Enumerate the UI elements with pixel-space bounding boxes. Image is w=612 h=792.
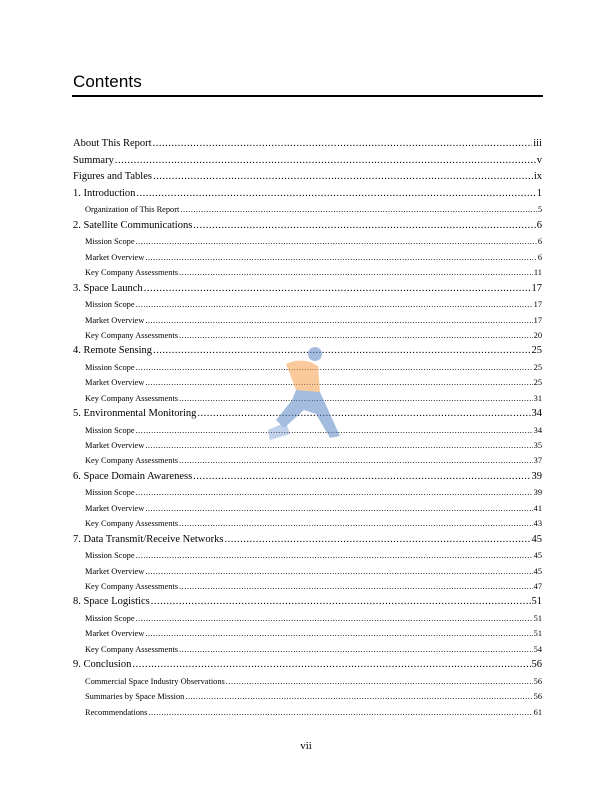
dot-leader bbox=[185, 689, 532, 704]
dot-leader bbox=[132, 657, 530, 674]
toc-entry-title: 4. Remote Sensing bbox=[73, 345, 153, 357]
toc-entry-title: Key Company Assessments bbox=[85, 456, 179, 466]
dot-leader bbox=[136, 611, 533, 626]
toc-subsection-entry[interactable] bbox=[73, 611, 542, 626]
toc-subsection-entry[interactable] bbox=[73, 453, 542, 468]
dot-leader bbox=[144, 281, 531, 298]
toc-entry-page: 61 bbox=[533, 707, 542, 717]
dot-leader bbox=[153, 169, 533, 186]
toc-entry-page: 1 bbox=[536, 187, 542, 199]
toc-entry-page: 25 bbox=[533, 362, 542, 372]
toc-section-entry[interactable] bbox=[73, 532, 542, 549]
toc-entry-page: 25 bbox=[533, 378, 542, 388]
toc-subsection-entry[interactable] bbox=[73, 689, 542, 704]
toc-entry-page: 45 bbox=[533, 566, 542, 576]
toc-entry-page: 6 bbox=[536, 219, 542, 231]
toc-subsection-entry[interactable] bbox=[73, 705, 542, 720]
toc-subsection-entry[interactable] bbox=[73, 313, 542, 328]
toc-section-entry[interactable] bbox=[73, 657, 542, 674]
toc-section-entry[interactable] bbox=[73, 136, 542, 153]
toc-entry-page: 34 bbox=[533, 425, 542, 435]
toc-entry-page: 25 bbox=[531, 345, 542, 357]
toc-entry-page: 37 bbox=[533, 456, 542, 466]
toc-entry-page: 56 bbox=[533, 692, 542, 702]
toc-entry-title: About This Report bbox=[73, 138, 152, 149]
toc-entry-title: 7. Data Transmit/Receive Networks bbox=[73, 533, 224, 545]
toc-entry-title: Commercial Space Industry Observations bbox=[85, 676, 225, 686]
toc-subsection-entry[interactable] bbox=[73, 548, 542, 563]
toc-entry-title: Market Overview bbox=[85, 503, 145, 513]
toc-section-entry[interactable] bbox=[73, 218, 542, 235]
toc-entry-page: ix bbox=[533, 171, 542, 183]
dot-leader bbox=[145, 564, 532, 579]
toc-entry-page: 51 bbox=[533, 613, 542, 623]
toc-entry-page: 6 bbox=[537, 252, 542, 262]
toc-entry-page: 20 bbox=[533, 330, 542, 340]
toc-subsection-entry[interactable] bbox=[73, 485, 542, 500]
toc-entry-page: 6 bbox=[537, 237, 542, 247]
toc-subsection-entry[interactable] bbox=[73, 202, 542, 217]
toc-entry-title: 9. Conclusion bbox=[73, 659, 132, 671]
runner-watermark-icon bbox=[258, 344, 348, 444]
dot-leader bbox=[153, 136, 533, 153]
dot-leader bbox=[193, 218, 535, 235]
toc-section-entry[interactable] bbox=[73, 153, 542, 170]
toc-entry-page: 45 bbox=[533, 551, 542, 561]
toc-section-entry[interactable] bbox=[73, 281, 542, 298]
toc-entry-page: 51 bbox=[531, 596, 542, 608]
toc-entry-title: Organization of This Report bbox=[85, 205, 180, 215]
dot-leader bbox=[136, 234, 537, 249]
toc-subsection-entry[interactable] bbox=[73, 265, 542, 280]
toc-entry-page: 43 bbox=[533, 519, 542, 529]
toc-section-entry[interactable] bbox=[73, 169, 542, 186]
dot-leader bbox=[193, 469, 530, 486]
page-number: vii bbox=[300, 740, 312, 752]
toc-entry-page: v bbox=[536, 154, 542, 166]
toc-section-entry[interactable] bbox=[73, 594, 542, 611]
toc-section-entry[interactable] bbox=[73, 186, 542, 203]
dot-leader bbox=[224, 532, 530, 549]
toc-entry-title: Key Company Assessments bbox=[85, 644, 179, 654]
dot-leader bbox=[151, 594, 531, 611]
toc-entry-title: Market Overview bbox=[85, 315, 145, 325]
dot-leader bbox=[179, 391, 533, 406]
toc-entry-page: 11 bbox=[533, 268, 542, 278]
toc-entry-page: 17 bbox=[533, 315, 542, 325]
dot-leader bbox=[145, 250, 537, 265]
toc-entry-title: Mission Scope bbox=[85, 300, 135, 310]
toc-entry-title: 5. Environmental Monitoring bbox=[73, 408, 197, 420]
toc-entry-title: 3. Space Launch bbox=[73, 282, 143, 294]
toc-entry-title: 6. Space Domain Awareness bbox=[73, 470, 193, 482]
toc-entry-title: Key Company Assessments bbox=[85, 393, 179, 403]
toc-entry-title: Key Company Assessments bbox=[85, 330, 179, 340]
dot-leader bbox=[197, 406, 530, 423]
toc-entry-page: 56 bbox=[531, 659, 542, 671]
toc-subsection-entry[interactable] bbox=[73, 564, 542, 579]
dot-leader bbox=[145, 313, 532, 328]
toc-entry-page: iii bbox=[533, 138, 542, 149]
toc-entry-title: Key Company Assessments bbox=[85, 519, 179, 529]
toc-entry-title: Mission Scope bbox=[85, 551, 135, 561]
dot-leader bbox=[148, 705, 532, 720]
toc-entry-title: Summary bbox=[73, 154, 114, 166]
toc-entry-title: Figures and Tables bbox=[73, 171, 152, 183]
toc-entry-page: 5 bbox=[537, 205, 542, 215]
toc-entry-title: Market Overview bbox=[85, 378, 145, 388]
toc-entry-title: Mission Scope bbox=[85, 613, 135, 623]
dot-leader bbox=[145, 501, 532, 516]
dot-leader bbox=[179, 328, 533, 343]
heading-rule bbox=[72, 95, 543, 97]
dot-leader bbox=[180, 202, 536, 217]
toc-entry-page: 35 bbox=[533, 441, 542, 451]
toc-entry-title: Mission Scope bbox=[85, 488, 135, 498]
toc-subsection-entry[interactable] bbox=[73, 250, 542, 265]
toc-entry-title: Key Company Assessments bbox=[85, 581, 179, 591]
dot-leader bbox=[179, 265, 533, 280]
toc-entry-title: Mission Scope bbox=[85, 362, 135, 372]
dot-leader bbox=[226, 674, 533, 689]
dot-leader bbox=[179, 579, 533, 594]
toc-entry-page: 39 bbox=[531, 470, 542, 482]
toc-entry-page: 31 bbox=[533, 393, 542, 403]
dot-leader bbox=[136, 297, 533, 312]
toc-subsection-entry[interactable] bbox=[73, 642, 542, 657]
toc-entry-title: Mission Scope bbox=[85, 425, 135, 435]
toc-entry-page: 51 bbox=[533, 629, 542, 639]
toc-entry-title: Market Overview bbox=[85, 629, 145, 639]
toc-subsection-entry[interactable] bbox=[73, 501, 542, 516]
dot-leader bbox=[115, 153, 536, 170]
toc-entry-title: Market Overview bbox=[85, 441, 145, 451]
toc-entry-page: 34 bbox=[531, 408, 542, 420]
dot-leader bbox=[136, 186, 535, 203]
dot-leader bbox=[136, 485, 533, 500]
toc-entry-title: Recommendations bbox=[85, 707, 148, 717]
toc-subsection-entry[interactable] bbox=[73, 516, 542, 531]
dot-leader bbox=[136, 548, 533, 563]
toc-entry-page: 54 bbox=[533, 644, 542, 654]
toc-entry-title: Summaries by Space Mission bbox=[85, 692, 185, 702]
toc-subsection-entry[interactable] bbox=[73, 297, 542, 312]
toc-subsection-entry[interactable] bbox=[73, 234, 542, 249]
toc-entry-page: 39 bbox=[533, 488, 542, 498]
dot-leader bbox=[179, 642, 533, 657]
toc-entry-page: 17 bbox=[533, 300, 542, 310]
toc-entry-page: 17 bbox=[531, 282, 542, 294]
toc-subsection-entry[interactable] bbox=[73, 328, 542, 343]
toc-section-entry[interactable] bbox=[73, 469, 542, 486]
toc-entry-title: Market Overview bbox=[85, 252, 145, 262]
toc-subsection-entry[interactable] bbox=[73, 579, 542, 594]
toc-entry-page: 47 bbox=[533, 581, 542, 591]
toc-entry-page: 41 bbox=[533, 503, 542, 513]
toc-entry-title: 2. Satellite Communications bbox=[73, 219, 193, 231]
toc-subsection-entry[interactable] bbox=[73, 626, 542, 641]
page-title: Contents bbox=[73, 72, 142, 91]
toc-subsection-entry[interactable] bbox=[73, 674, 542, 689]
toc-entry-page: 56 bbox=[533, 676, 542, 686]
dot-leader bbox=[179, 453, 533, 468]
dot-leader bbox=[145, 626, 532, 641]
toc-entry-title: 8. Space Logistics bbox=[73, 596, 150, 608]
toc-entry-title: Market Overview bbox=[85, 566, 145, 576]
toc-entry-title: Key Company Assessments bbox=[85, 268, 179, 278]
toc-entry-title: Mission Scope bbox=[85, 237, 135, 247]
dot-leader bbox=[179, 516, 533, 531]
toc-entry-page: 45 bbox=[531, 533, 542, 545]
toc-entry-title: 1. Introduction bbox=[73, 187, 136, 199]
